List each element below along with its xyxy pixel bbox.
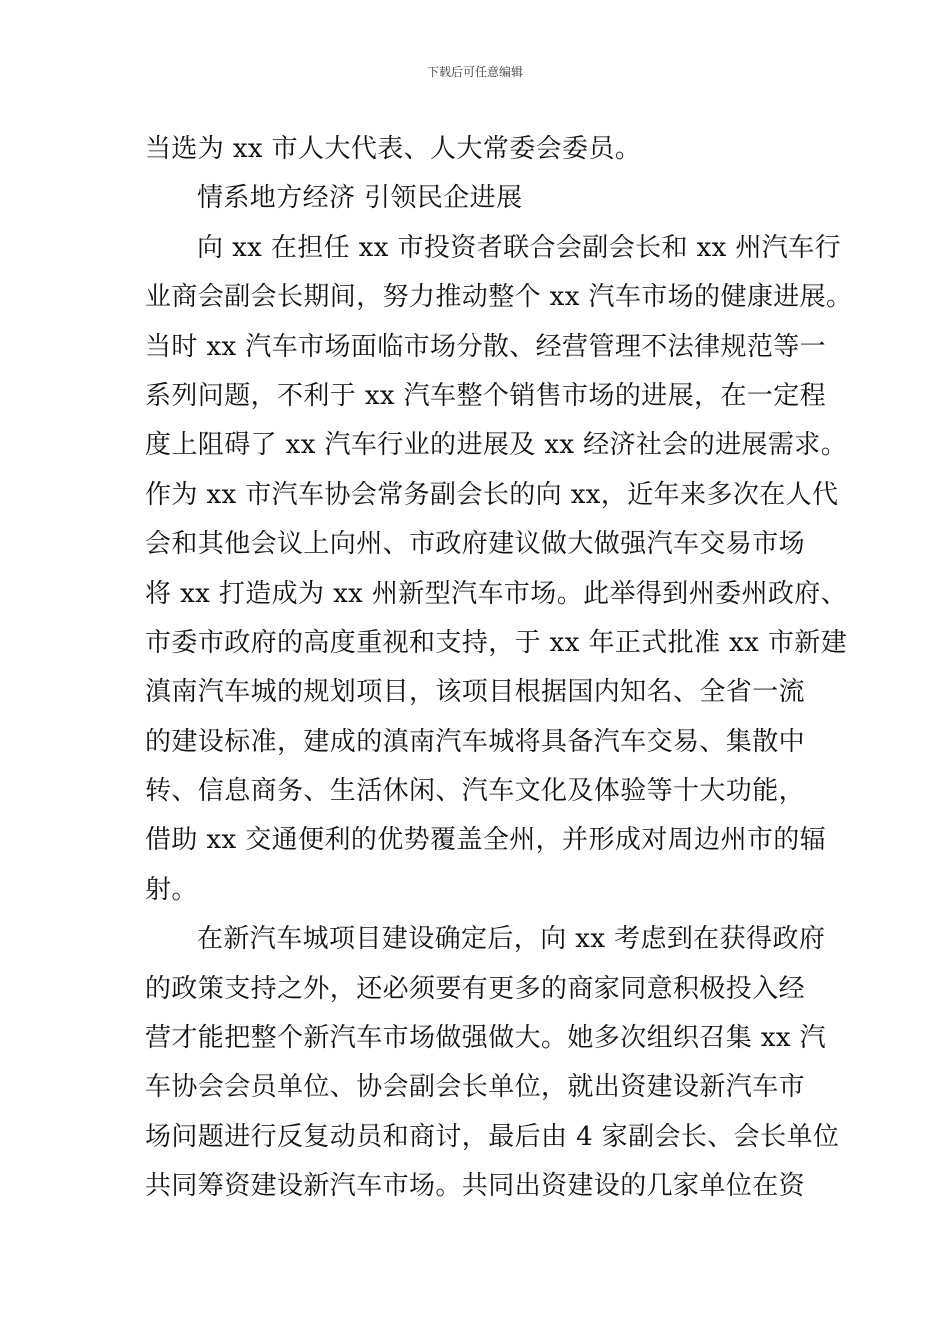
text-line: 在新汽车城项目建设确定后，向 xx 考虑到在获得政府: [197, 924, 826, 955]
section-heading: 情系地方经济 引领民企进展: [197, 183, 523, 214]
page-header: 下载后可任意编辑: [426, 65, 523, 79]
document-body: [145, 125, 853, 1212]
text-line: 会和其他会议上向州、市政府建议做大做强汽车交易市场: [145, 529, 806, 560]
text-line: 共同筹资建设新汽车市场。共同出资建设的几家单位在资: [145, 1171, 806, 1202]
text-line: 系列问题，不利于 xx 汽车整个销售市场的进展，在一定程: [145, 380, 827, 411]
text-line: 射。: [145, 874, 198, 905]
text-line: 借助 xx 交通便利的优势覆盖全州，并形成对周边州市的辐: [145, 825, 827, 856]
text-line: 当选为 xx 市人大代表、人大常委会委员。: [145, 134, 642, 164]
text-line: 市委市政府的高度重视和支持，于 xx 年正式批准 xx 市新建: [145, 627, 848, 658]
text-line: 当时 xx 汽车市场面临市场分散、经营管理不法律规范等一: [145, 331, 827, 362]
text-line: 转、信息商务、生活休闲、汽车文化及体验等十大功能，: [145, 776, 806, 807]
text-line: 营才能把整个新汽车市场做强做大。她多次组织召集 xx 汽: [145, 1023, 827, 1054]
text-line: 场问题进行反复动员和商讨，最后由 4 家副会长、会长单位: [145, 1121, 840, 1152]
text-line: 车协会会员单位、协会副会长单位，就出资建设新汽车市: [145, 1072, 806, 1103]
text-line: 作为 xx 市汽车协会常务副会长的向 xx，近年来多次在人代: [145, 479, 839, 510]
text-line: 度上阻碍了 xx 汽车行业的进展及 xx 经济社会的进展需求。: [145, 430, 848, 461]
text-line: 将 xx 打造成为 xx 州新型汽车市场。此举得到州委州政府、: [145, 578, 848, 609]
text-line: 向 xx 在担任 xx 市投资者联合会副会长和 xx 州汽车行: [197, 232, 841, 263]
text-line: 业商会副会长期间，努力推动整个 xx 汽车市场的健康进展。: [145, 282, 853, 313]
text-line: 滇南汽车城的规划项目，该项目根据国内知名、全省一流: [145, 677, 806, 708]
text-line: 的建设标准，建成的滇南汽车城将具备汽车交易、集散中: [145, 726, 806, 757]
text-line: 的政策支持之外，还必须要有更多的商家同意积极投入经: [145, 973, 806, 1004]
